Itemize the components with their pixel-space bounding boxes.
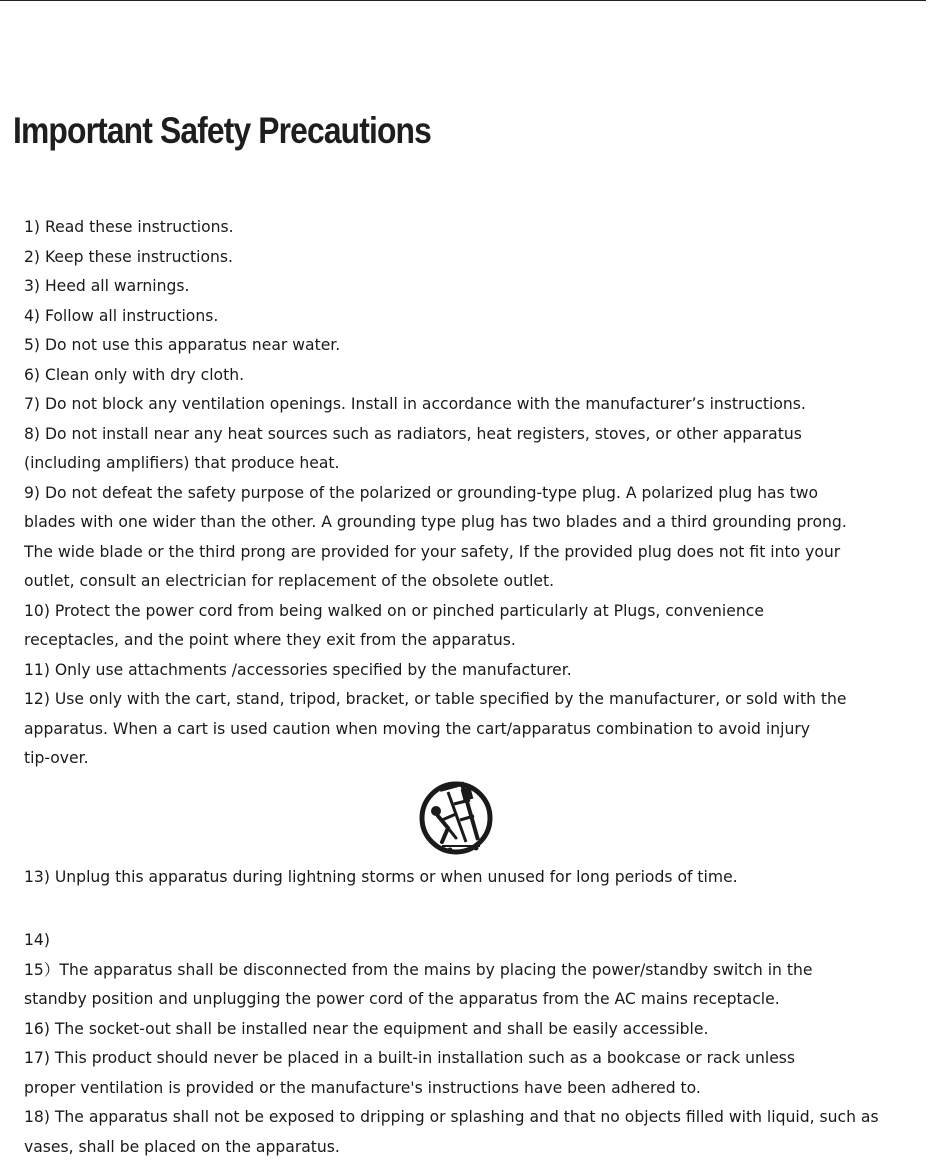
instruction-line: 9) Do not defeat the safety purpose of the polarized or grounding-type plug. A polarized plug has two	[24, 483, 819, 502]
instruction-line: 6) Clean only with dry cloth.	[24, 365, 245, 384]
cart-tip-over-warning-icon	[418, 780, 496, 858]
instruction-list-14-18	[24, 926, 936, 1162]
instruction-line: 15）The apparatus shall be disconnected from the mains by placing the power/standby switch in the	[24, 960, 813, 979]
top-divider	[0, 0, 926, 1]
instruction-line: 11) Only use attachments /accessories specified by the manufacturer.	[24, 660, 572, 679]
instruction-line: outlet, consult an electrician for replacement of the obsolete outlet.	[24, 572, 555, 590]
instruction-line: 17) This product should never be placed in a built-in installation such as a bookcase or rack unless	[24, 1049, 796, 1067]
instruction-line: 7) Do not block any ventilation openings. Install in accordance with the manufacturer’s instructions.	[24, 395, 806, 413]
instruction-line: receptacles, and the point where they exit from the apparatus.	[24, 631, 516, 649]
instruction-line: 1) Read these instructions.	[24, 218, 234, 236]
instruction-line: vases, shall be placed on the apparatus.	[24, 1137, 340, 1156]
instruction-list-13	[24, 863, 936, 893]
instruction-line: blades with one wider than the other. A grounding type plug has two blades and a third grounding prong.	[24, 513, 847, 531]
instruction-line: The wide blade or the third prong are provided for your safety, If the provided plug does not fit into your	[24, 542, 841, 561]
page-title: Important Safety Precautions	[13, 110, 431, 151]
instruction-line: 4) Follow all instructions.	[24, 306, 219, 325]
instruction-line: standby position and unplugging the power cord of the apparatus from the AC mains receptacle.	[24, 990, 780, 1008]
instruction-line: 8) Do not install near any heat sources such as radiators, heat registers, stoves, or other apparatus	[24, 424, 802, 443]
instruction-line: 10) Protect the power cord from being walked on or pinched particularly at Plugs, convenience	[24, 601, 764, 620]
instruction-line: apparatus. When a cart is used caution when moving the cart/apparatus combination to avoid injury	[24, 719, 810, 738]
instruction-line: 18) The apparatus shall not be exposed to dripping or splashing and that no objects filled with liquid, such as	[24, 1108, 879, 1126]
instruction-line: 14)	[24, 931, 50, 949]
instruction-line: proper ventilation is provided or the manufacture's instructions have been adhered to.	[24, 1078, 701, 1097]
instruction-line: 5) Do not use this apparatus near water.	[24, 336, 341, 354]
instruction-line: tip-over.	[24, 749, 89, 767]
instruction-line: 2) Keep these instructions.	[24, 247, 233, 266]
instruction-line: 13) Unplug this apparatus during lightning storms or when unused for long periods of time.	[24, 868, 738, 886]
instruction-line: 16) The socket-out shall be installed near the equipment and shall be easily accessible.	[24, 1019, 709, 1038]
instruction-line: 3) Heed all warnings.	[24, 277, 190, 295]
instruction-list-1-12	[24, 213, 936, 774]
instruction-line: 12) Use only with the cart, stand, tripod, bracket, or table specified by the manufacturer, or sold with the	[24, 690, 847, 708]
instruction-line: (including amplifiers) that produce heat.	[24, 454, 340, 472]
